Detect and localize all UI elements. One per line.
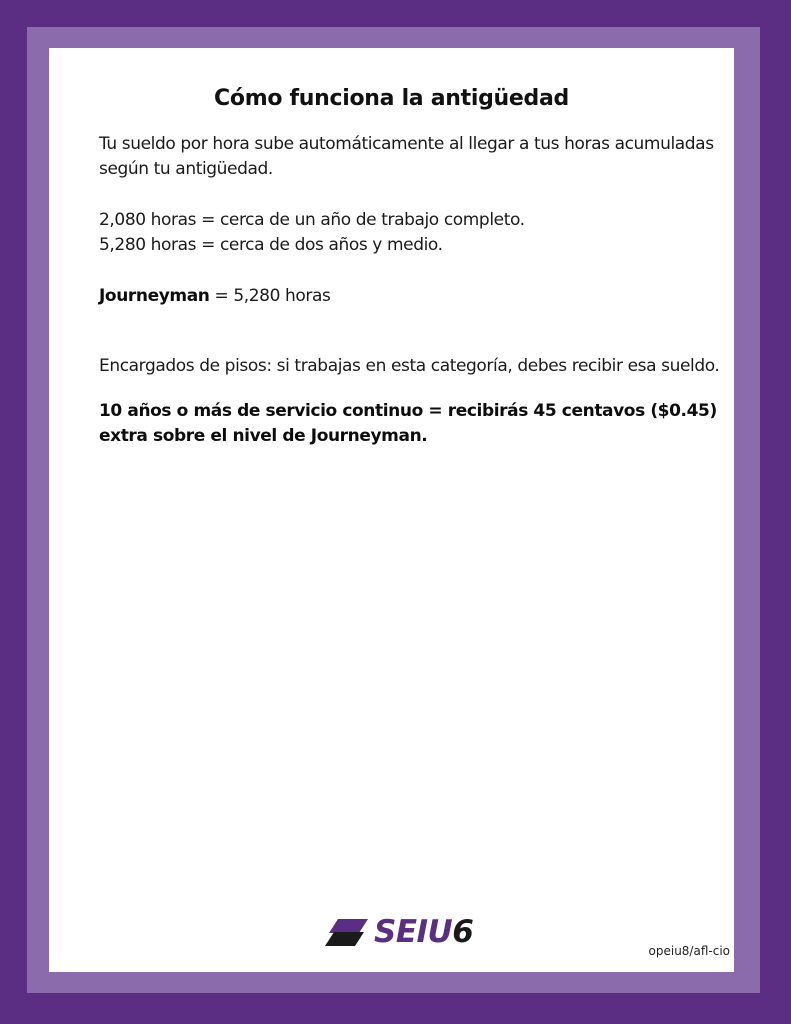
hours-paragraph <box>99 208 699 258</box>
intro-paragraph <box>99 132 714 182</box>
hours-line-1: 2,080 horas = cerca de un año de trabajo completo. <box>99 210 525 230</box>
floor-managers-paragraph <box>99 354 720 379</box>
seiu6-logo <box>324 914 473 950</box>
intro-line-2: según tu antigüedad. <box>99 159 273 179</box>
service-line-2: extra sobre el nivel de Journeyman. <box>99 426 428 446</box>
logo-wordmark <box>374 914 473 950</box>
journeyman-paragraph <box>99 284 699 309</box>
page-title: Cómo funciona la antigüedad <box>214 86 569 111</box>
document-page <box>49 48 734 972</box>
hours-line-2: 5,280 horas = cerca de dos años y medio. <box>99 235 443 255</box>
logo-seiu-text: SEIU <box>374 914 453 950</box>
logo-number-text: 6 <box>452 914 474 950</box>
union-affiliation-tag: opeiu8/afl-cio <box>648 944 730 958</box>
floor-managers-line: Encargados de pisos: si trabajas en esta categoría, debes recibir esa sueldo. <box>99 356 720 376</box>
stacked-parallelogram-icon <box>324 917 370 947</box>
service-paragraph <box>99 399 717 449</box>
service-line-1: 10 años o más de servicio continuo = recibirás 45 centavos ($0.45) <box>99 401 717 421</box>
journeyman-value: = 5,280 horas <box>209 286 331 306</box>
journeyman-line <box>99 284 699 309</box>
journeyman-label: Journeyman <box>99 286 210 306</box>
intro-line-1: Tu sueldo por hora sube automáticamente al llegar a tus horas acumuladas <box>99 134 714 154</box>
